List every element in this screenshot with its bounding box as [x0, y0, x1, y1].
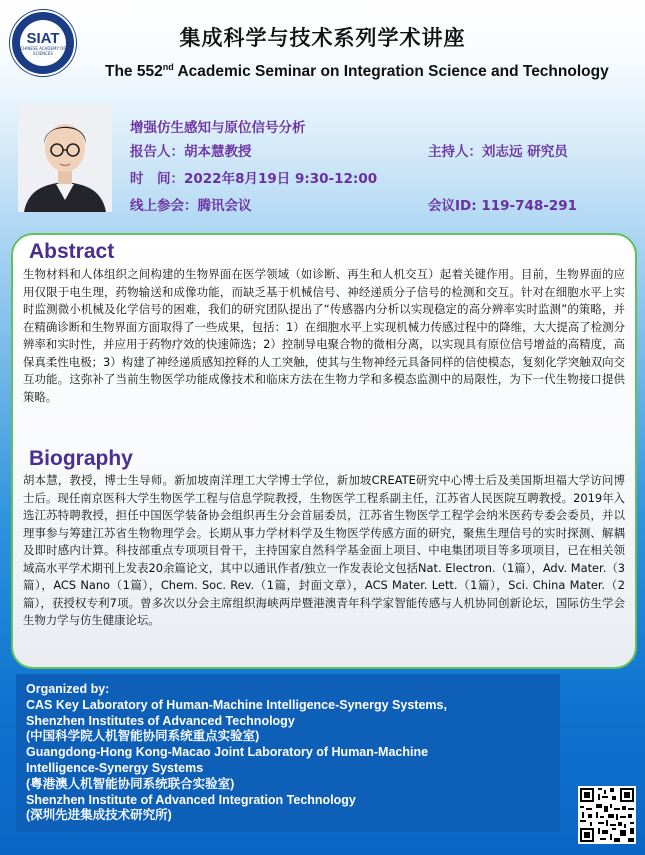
biography-text: 胡本慧，教授，博士生导师。新加坡南洋理工大学博士学位，新加坡CREATE研究中心博士后及美国斯坦福大学访问博士后。现任南京医科大学生物医学工程与信息学院教授，生物医学工程系副主任，江苏省人民医院互聘教授。2019年入选江苏特聘教授，担任中国医学装备协会组织再生分会首届委员，江苏省生物医学工程学会纳米医药专委会委员，并以理事参与筹建江苏省生物物理学会。长期从事力学材料学及生物医学传感方面的研究，聚焦生理信号的实时探测、解耦及即时感内计算。科技部重点专项项目骨干，主持国家自然科学基金面上项目、中电集团项目等多项项目，已在相关领域高水平学术期刊上发表20余篇论文，其中以通讯作者/独立一作发表论文包括Nat. Electron.（1篇），Adv. Mater.（3篇），ACS Nano（1篇），Chem. Soc. Rev.（1篇，封面文章），ACS Mater. Lett.（1篇），Sci. China Mater.（2篇），获授权专利7项。曾多次以分会主席组织海峡两岸暨港澳青年科学家智能传感与人机协同创新论坛，国际仿生学会生物力学与仿生健康论坛。: [23, 473, 625, 627]
title-en-suffix: Academic Seminar on Integration Science and Technology: [173, 63, 609, 81]
online-value: 腾讯会议: [197, 198, 252, 214]
online-label: 线上参会：: [130, 198, 198, 214]
speaker-line: [130, 140, 252, 160]
meeting-label: 会议ID:: [428, 198, 482, 214]
page-title-en: [105, 62, 609, 81]
speaker-photo: [18, 104, 112, 212]
organizer-line: Intelligence-Synergy Systems: [26, 760, 204, 775]
organizer-line: (粤港澳人机智能协同系统联合实验室): [26, 776, 235, 791]
title-en-sup: nd: [162, 62, 174, 72]
meeting-id: 119-748-291: [481, 198, 578, 214]
title-en-prefix: The 552: [105, 63, 163, 81]
host-label: 主持人：: [428, 144, 482, 160]
meeting-id-line: [428, 194, 577, 214]
host-line: [428, 140, 568, 160]
logo-subtext: CHINESE ACADEMY OF SCIENCES: [20, 45, 66, 56]
online-line: [130, 194, 252, 214]
abstract-heading: Abstract: [29, 240, 115, 263]
organizer-line: Shenzhen Institutes of Advanced Technology: [26, 713, 295, 728]
qr-code[interactable]: [578, 786, 636, 844]
organizer-line: (中国科学院人机智能协同系统重点实验室): [26, 729, 260, 744]
page-title-cn: 集成科学与技术系列学术讲座: [179, 26, 466, 50]
biography-heading: Biography: [29, 447, 133, 470]
host-name: 刘志远 研究员: [482, 144, 568, 160]
organizer-line: Organized by:: [26, 682, 110, 696]
organizer-line: (深圳先进集成技术研究所): [26, 808, 172, 823]
speaker-label: 报告人：: [130, 144, 184, 160]
speaker-name: 胡本慧教授: [184, 144, 252, 160]
time-label: 时 间：: [130, 171, 184, 187]
organizer-line: CAS Key Laboratory of Human-Machine Intelligence-Synergy Systems,: [26, 697, 447, 712]
time-value: 2022年8月19日 9:30-12:00: [184, 171, 378, 187]
talk-title: 增强仿生感知与原位信号分析: [130, 120, 306, 136]
time-line: [130, 167, 377, 187]
content-card: [11, 233, 637, 669]
abstract-text: 生物材料和人体组织之间构建的生物界面在医学领域（如诊断、再生和人机交互）起着关键作用。目前，生物界面的应用仅限于电生理，药物输送和成像功能，而缺乏基于机械信号、神经递质分子信号的检测和交互。针对在细胞水平上实时监测微小机械及化学信号的困难，我们的研究团队提出了“传感器内分析以实现稳定的高分辨率实时监测”的策略，并在精确诊断和生物界面方面取得了一些成果，包括：1）在细胞水平上实现机械力传感过程中的降维，大大提高了检测分辨率和实时性，并应用于药物疗效的快速筛选；2）控制导电聚合物的微相分离，以实现具有原位信号增益的高精度，高保真柔性电极；3）构建了神经递质感知控释的人工突触，使其与生物神经元具备同样的信使模态，复刻化学突触双向交互功能。这弥补了当前生物医学功能成像技术和临床方法在生物力学和多模态监测中的局限性，为下一代生物接口提供策略。: [23, 267, 625, 404]
logo-text: SIAT: [26, 29, 60, 47]
organizer-line: Shenzhen Institute of Advanced Integration Technology: [26, 792, 356, 807]
organizers-box: [16, 674, 560, 832]
organizer-line: Guangdong-Hong Kong-Macao Joint Laboratory of Human-Machine: [26, 745, 429, 760]
